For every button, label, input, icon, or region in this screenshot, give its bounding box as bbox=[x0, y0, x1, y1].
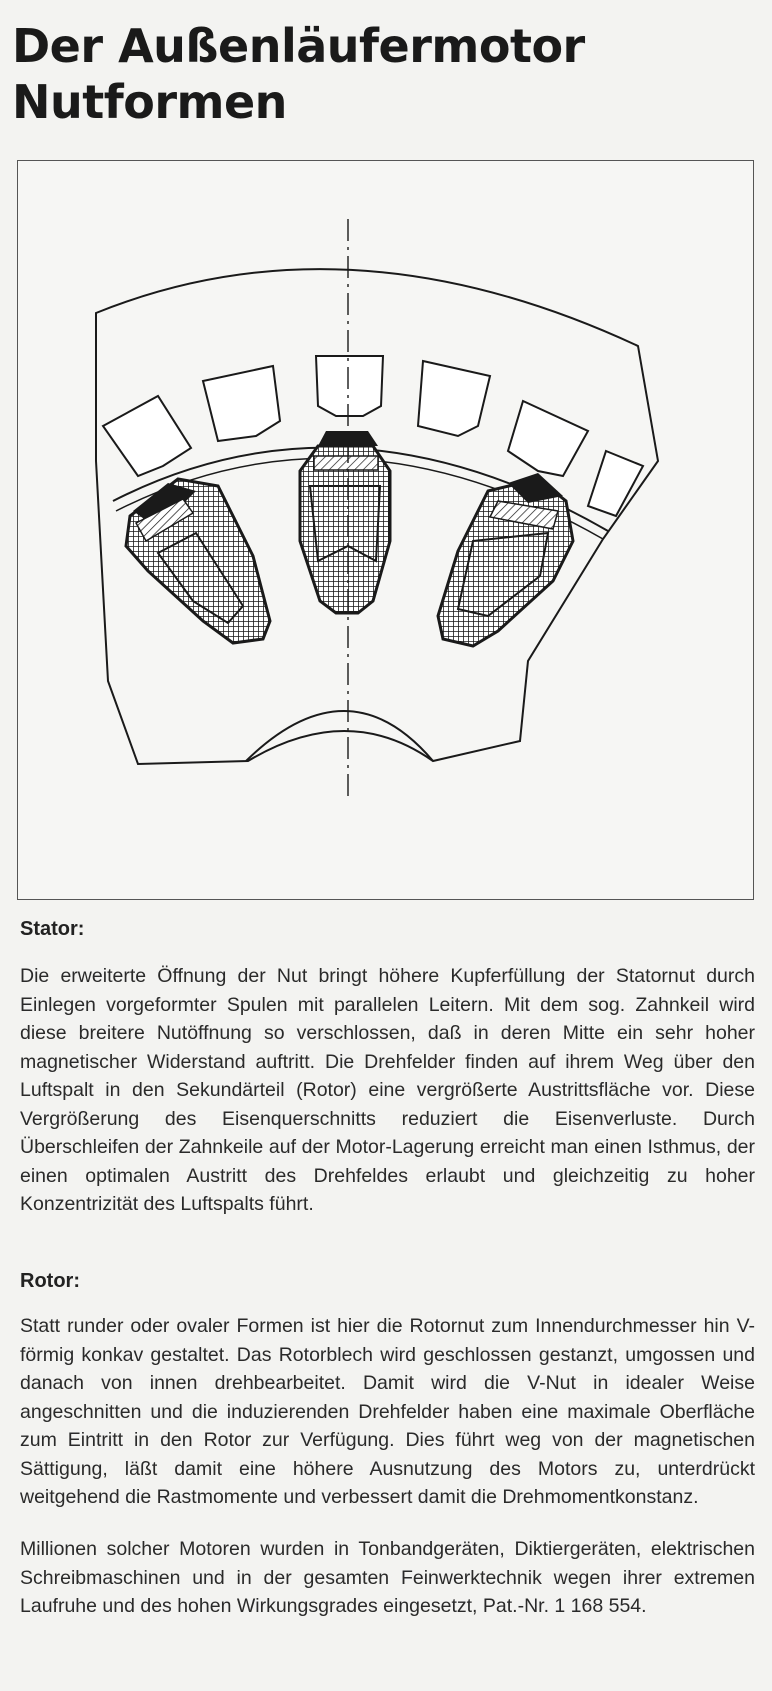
title-line-1: Der Außenläufermotor bbox=[12, 19, 585, 73]
rotor-paragraph: Statt runder oder ovaler Formen ist hier die Rotornut zum Innendurchmesser hin V-förmig konkav gestaltet. Das Rotorblech wird geschlossen gestanzt, umgossen und danach von innen drehbearbeitet. Damit wird die V-Nut in idealer Weise angeschnitten und die induzierenden Drehfelder haben eine maximale Oberfläche zum Eintritt in den Rotor zur Verfügung. Dies führt weg von der magnetischen Sättigung, läßt damit eine höhere Ausnutzung des Motors zu, unterdrückt weitgehend die Rastmomente und verbessert damit die Drehmomentkonstanz. bbox=[20, 1315, 755, 1508]
slot-cross-section-drawing bbox=[18, 161, 755, 901]
page-title bbox=[12, 18, 585, 130]
stator-heading: Stator: bbox=[20, 918, 85, 940]
rotor-section bbox=[20, 1312, 755, 1512]
rotor-heading: Rotor: bbox=[20, 1270, 80, 1292]
bearing-arc bbox=[246, 711, 433, 761]
stator-section bbox=[20, 962, 755, 1219]
closing-section bbox=[20, 1535, 755, 1621]
stator-paragraph: Die erweiterte Öffnung der Nut bringt höhere Kupferfüllung der Statornut durch Einlegen vorgeformter Spulen mit parallelen Leitern. Mit dem sog. Zahnkeil wird diese breitere Nutöffnung so verschlossen, daß in deren Mitte ein sehr hoher magnetischer Widerstand auftritt. Die Drehfelder finden auf ihrem Weg über den Luftspalt in den Sekundärteil (Rotor) eine vergrößerte Austrittsfläche vor. Diese Vergrößerung des Eisenquerschnitts reduziert die Eisenverluste. Durch Überschleifen der Zahnkeile auf der Motor-Lagerung erreicht man einen Isthmus, der einen optimalen Austritt des Drehfeldes erlaubt und gleichzeitig zu hoher Konzentrizität des Luftspalts führt. bbox=[20, 965, 755, 1215]
rotor-slot-left bbox=[126, 479, 270, 643]
motor-slot-diagram bbox=[17, 160, 754, 900]
rotor-slot-center bbox=[300, 431, 390, 613]
closing-paragraph: Millionen solcher Motoren wurden in Tonbandgeräten, Diktiergeräten, elektrischen Schreibmaschinen und in der gesamten Feinwerktechnik wegen ihrer extremen Laufruhe und des hohen Wirkungsgrades eingesetzt, Pat.-Nr. 1 168 554. bbox=[20, 1538, 755, 1617]
title-line-2: Nutformen bbox=[12, 75, 287, 129]
